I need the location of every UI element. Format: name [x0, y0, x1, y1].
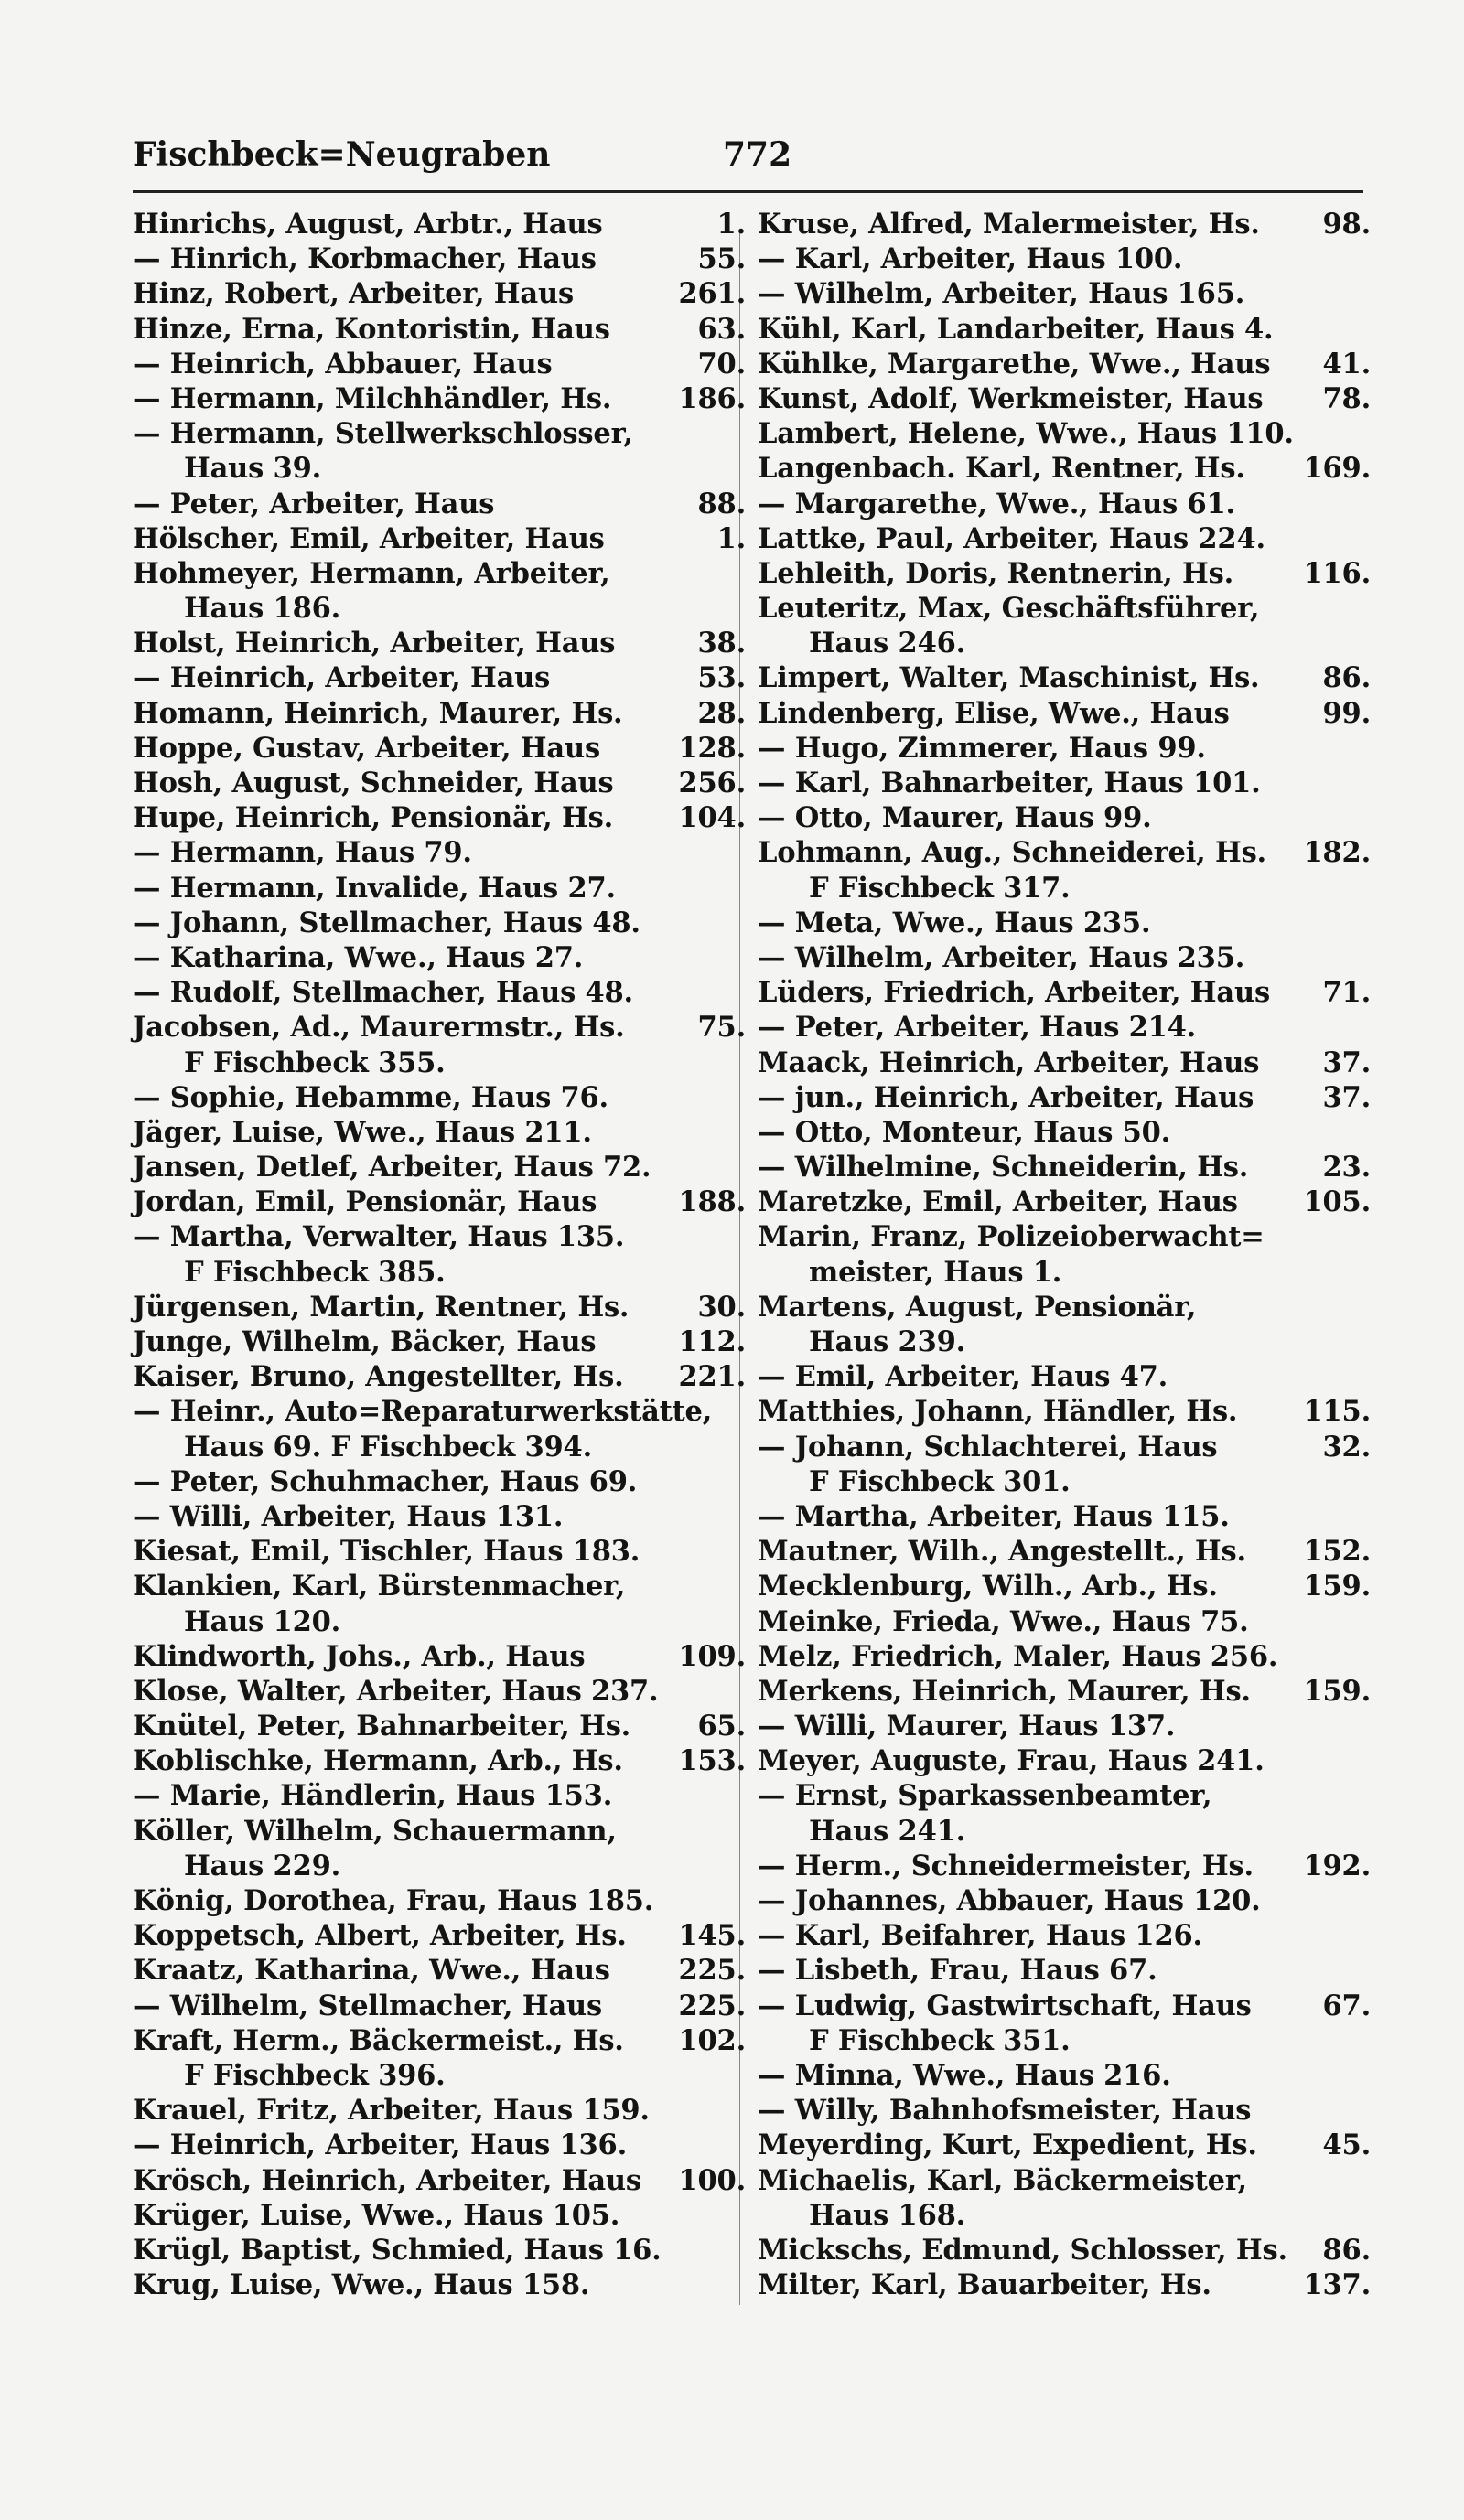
- entry-text: Jansen, Detlef, Arbeiter, Haus 72.: [133, 1151, 651, 1185]
- directory-entry-line: [758, 2198, 1371, 2233]
- directory-entry-line: [133, 835, 746, 870]
- directory-entry-line: [133, 416, 746, 451]
- entry-text: Krügl, Baptist, Schmied, Haus 16.: [133, 2233, 662, 2267]
- entry-house-number: 261.: [678, 277, 746, 311]
- entry-text: Junge, Wilhelm, Bäcker, Haus: [133, 1325, 597, 1358]
- entry-text: — Sophie, Hebamme, Haus 76.: [133, 1080, 608, 1114]
- directory-entry-line: [758, 1743, 1371, 1778]
- directory-entry-line: [758, 835, 1371, 870]
- entry-text: Jacobsen, Ad., Maurermstr., Hs.: [133, 1011, 625, 1045]
- entry-house-number: 221.: [678, 1360, 746, 1394]
- entry-text: F Fischbeck 385.: [184, 1255, 446, 1289]
- entry-house-number: 99.: [1322, 696, 1371, 730]
- directory-entry-line: [758, 1534, 1371, 1569]
- entry-text: F Fischbeck 301.: [809, 1464, 1071, 1498]
- directory-entry-line: [133, 1499, 746, 1534]
- directory-entry-line: [133, 1534, 746, 1569]
- entry-text: Leuteritz, Max, Geschäftsführer,: [758, 592, 1260, 626]
- directory-entry-line: [133, 1639, 746, 1674]
- directory-entry-line: [758, 207, 1371, 241]
- directory-entry-line: [758, 1709, 1371, 1743]
- entry-house-number: 53.: [697, 661, 746, 695]
- entry-text: — Heinr., Auto=Reparaturwerkstätte,: [133, 1395, 713, 1429]
- entry-text: F Fischbeck 351.: [809, 2023, 1071, 2057]
- entry-text: Haus 241.: [809, 1814, 966, 1848]
- entry-text: Hosh, August, Schneider, Haus: [133, 767, 614, 799]
- directory-entry-line: [758, 1918, 1371, 1953]
- entry-house-number: 1.: [716, 521, 746, 555]
- directory-entry-line: [758, 1604, 1371, 1639]
- entry-house-number: 70.: [697, 347, 746, 381]
- entry-text: Krauel, Fritz, Arbeiter, Haus 159.: [133, 2094, 650, 2128]
- directory-entry-line: [133, 660, 746, 695]
- entry-house-number: 112.: [678, 1325, 746, 1358]
- directory-entry-line: [133, 1814, 746, 1849]
- entry-text: Martens, August, Pensionär,: [758, 1290, 1197, 1324]
- entry-text: F Fischbeck 317.: [809, 871, 1071, 905]
- entry-text: Michaelis, Karl, Bäckermeister,: [758, 2163, 1247, 2197]
- directory-entry-line: [133, 591, 746, 626]
- directory-entry-line: [133, 2163, 746, 2198]
- entry-text: — Willi, Arbeiter, Haus 131.: [133, 1499, 564, 1533]
- entry-text: — Wilhelm, Arbeiter, Haus 165.: [758, 277, 1245, 311]
- directory-entry-line: [133, 1324, 746, 1359]
- entry-house-number: 55.: [697, 242, 746, 276]
- entry-text: Marin, Franz, Polizeioberwacht=: [758, 1220, 1265, 1254]
- entry-house-number: 67.: [1322, 1989, 1371, 2022]
- directory-entry-line: [133, 1255, 746, 1290]
- directory-entry-line: [758, 1046, 1371, 1080]
- directory-entry-line: [758, 1010, 1371, 1045]
- entry-house-number: 37.: [1322, 1080, 1371, 1114]
- directory-entry-line: [758, 241, 1371, 276]
- directory-entry-line: [758, 1359, 1371, 1394]
- entry-house-number: 256.: [678, 767, 746, 799]
- directory-entry-line: [758, 1674, 1371, 1709]
- directory-entry-line: [133, 207, 746, 241]
- entry-text: — Emil, Arbeiter, Haus 47.: [758, 1360, 1168, 1394]
- directory-entry-line: [758, 1430, 1371, 1464]
- entry-text: Krüger, Luise, Wwe., Haus 105.: [133, 2198, 620, 2232]
- entry-text: — Margarethe, Wwe., Haus 61.: [758, 487, 1235, 520]
- entry-text: Lohmann, Aug., Schneiderei, Hs.: [758, 836, 1266, 870]
- entry-text: — Karl, Bahnarbeiter, Haus 101.: [758, 767, 1261, 799]
- directory-entry-line: [133, 347, 746, 381]
- directory-entry-line: [133, 1010, 746, 1045]
- directory-entry-line: [133, 1185, 746, 1219]
- entry-text: — Wilhelm, Arbeiter, Haus 235.: [758, 940, 1245, 974]
- entry-text: Lüders, Friedrich, Arbeiter, Haus: [758, 976, 1270, 1010]
- entry-text: — Ludwig, Gastwirtschaft, Haus: [758, 1989, 1252, 2022]
- entry-house-number: 78.: [1322, 381, 1371, 415]
- directory-entry-line: [758, 696, 1371, 731]
- directory-entry-line: [758, 381, 1371, 416]
- entry-text: — Meta, Wwe., Haus 235.: [758, 906, 1151, 939]
- directory-entry-line: [133, 1918, 746, 1953]
- directory-entry-line: [133, 2198, 746, 2233]
- directory-entry-line: [133, 381, 746, 416]
- entry-text: — Hugo, Zimmerer, Haus 99.: [758, 731, 1206, 765]
- directory-entry-line: [133, 1219, 746, 1254]
- directory-entry-line: [133, 241, 746, 276]
- entry-house-number: 41.: [1322, 347, 1371, 381]
- entry-house-number: 63.: [697, 312, 746, 346]
- entry-house-number: 159.: [1303, 1674, 1371, 1708]
- entry-house-number: 109.: [678, 1639, 746, 1673]
- directory-entry-line: [133, 975, 746, 1010]
- entry-text: — Otto, Monteur, Haus 50.: [758, 1115, 1171, 1149]
- entry-text: — Herm., Schneidermeister, Hs.: [758, 1849, 1254, 1882]
- entry-text: Lindenberg, Elise, Wwe., Haus: [758, 696, 1230, 730]
- directory-entry-line: [758, 2163, 1371, 2198]
- entry-house-number: 152.: [1303, 1535, 1371, 1569]
- entry-house-number: 45.: [1322, 2129, 1371, 2162]
- page-header: [133, 128, 1368, 183]
- directory-entry-line: [758, 487, 1371, 521]
- entry-text: Klose, Walter, Arbeiter, Haus 237.: [133, 1674, 659, 1708]
- entry-house-number: 30.: [697, 1290, 746, 1324]
- directory-entry-line: [133, 871, 746, 906]
- entry-text: Milter, Karl, Bauarbeiter, Hs.: [758, 2268, 1211, 2302]
- directory-entry-line: [758, 591, 1371, 626]
- entry-text: Hölscher, Emil, Arbeiter, Haus: [133, 521, 605, 555]
- entry-text: — Willi, Maurer, Haus 137.: [758, 1710, 1176, 1743]
- entry-house-number: 28.: [697, 696, 746, 730]
- directory-entry-line: [758, 1639, 1371, 1674]
- directory-entry-line: [758, 1778, 1371, 1813]
- directory-entry-line: [133, 2093, 746, 2128]
- entry-house-number: 38.: [697, 627, 746, 660]
- entry-text: Mautner, Wilh., Angestellt., Hs.: [758, 1535, 1246, 1569]
- entry-text: — Minna, Wwe., Haus 216.: [758, 2058, 1171, 2092]
- directory-entry-line: [758, 276, 1371, 311]
- directory-entry-line: [133, 906, 746, 940]
- entry-text: Limpert, Walter, Maschinist, Hs.: [758, 661, 1260, 695]
- directory-entry-line: [758, 1080, 1371, 1115]
- entry-text: F Fischbeck 355.: [184, 1046, 446, 1079]
- entry-house-number: 192.: [1303, 1849, 1371, 1882]
- directory-entry-line: [133, 2023, 746, 2058]
- entry-text: — Johann, Schlachterei, Haus: [758, 1430, 1218, 1464]
- entry-house-number: 98.: [1322, 208, 1371, 241]
- directory-entry-line: [758, 1255, 1371, 1290]
- entry-text: Kraatz, Katharina, Wwe., Haus: [133, 1954, 610, 1988]
- entry-text: Krug, Luise, Wwe., Haus 158.: [133, 2268, 590, 2302]
- entry-text: Haus 69. F Fischbeck 394.: [184, 1430, 592, 1464]
- entry-text: Mecklenburg, Wilh., Arb., Hs.: [758, 1570, 1218, 1603]
- directory-entry-line: [133, 940, 746, 975]
- entry-text: — Hinrich, Korbmacher, Haus: [133, 242, 597, 276]
- entry-text: — Peter, Schuhmacher, Haus 69.: [133, 1464, 638, 1498]
- entry-text: Lattke, Paul, Arbeiter, Haus 224.: [758, 521, 1265, 555]
- directory-entry-line: [758, 2128, 1371, 2162]
- entry-text: — Wilhelm, Stellmacher, Haus: [133, 1989, 602, 2022]
- page-number: 772: [723, 135, 792, 174]
- entry-text: Hohmeyer, Hermann, Arbeiter,: [133, 556, 610, 590]
- entry-text: — Peter, Arbeiter, Haus: [133, 487, 495, 520]
- directory-entry-line: [758, 1185, 1371, 1219]
- entry-text: Jordan, Emil, Pensionär, Haus: [133, 1185, 597, 1219]
- entry-text: Hoppe, Gustav, Arbeiter, Haus: [133, 731, 600, 765]
- directory-entry-line: [133, 1290, 746, 1324]
- directory-entry-line: [758, 1569, 1371, 1603]
- entry-text: — Martha, Verwalter, Haus 135.: [133, 1220, 625, 1254]
- entry-text: Kiesat, Emil, Tischler, Haus 183.: [133, 1535, 640, 1569]
- entry-house-number: 182.: [1303, 836, 1371, 870]
- entry-text: — Marie, Händlerin, Haus 153.: [133, 1779, 613, 1813]
- entry-text: Maack, Heinrich, Arbeiter, Haus: [758, 1046, 1260, 1079]
- right-column: [758, 207, 1371, 2302]
- entry-text: — Katharina, Wwe., Haus 27.: [133, 940, 584, 974]
- directory-entry-line: [758, 731, 1371, 766]
- directory-entry-line: [758, 416, 1371, 451]
- entry-text: Meyerding, Kurt, Expedient, Hs.: [758, 2129, 1257, 2162]
- entry-house-number: 225.: [678, 1954, 746, 1988]
- directory-entry-line: [758, 800, 1371, 835]
- entry-text: Haus 120.: [184, 1604, 341, 1638]
- entry-text: Kühlke, Margarethe, Wwe., Haus: [758, 347, 1271, 381]
- header-rule-thick: [133, 190, 1363, 193]
- directory-entry-line: [133, 1778, 746, 1813]
- directory-entry-line: [758, 556, 1371, 591]
- entry-text: — Heinrich, Abbauer, Haus: [133, 347, 553, 381]
- directory-entry-line: [133, 800, 746, 835]
- directory-entry-line: [133, 1115, 746, 1150]
- entry-text: Merkens, Heinrich, Maurer, Hs.: [758, 1674, 1251, 1708]
- directory-entry-line: [758, 1989, 1371, 2023]
- entry-text: — Martha, Arbeiter, Haus 115.: [758, 1499, 1230, 1533]
- directory-entry-line: [133, 1883, 746, 1918]
- directory-entry-line: [758, 2023, 1371, 2058]
- entry-house-number: 71.: [1322, 976, 1371, 1010]
- directory-entry-line: [133, 1569, 746, 1603]
- entry-text: — Johannes, Abbauer, Haus 120.: [758, 1884, 1261, 1917]
- entry-text: — Hermann, Milchhändler, Hs.: [133, 381, 612, 415]
- directory-entry-line: [133, 451, 746, 486]
- directory-entry-line: [758, 451, 1371, 486]
- entry-house-number: 128.: [678, 731, 746, 765]
- entry-text: Homann, Heinrich, Maurer, Hs.: [133, 696, 623, 730]
- entry-house-number: 88.: [697, 487, 746, 520]
- entry-text: Lehleith, Doris, Rentnerin, Hs.: [758, 556, 1234, 590]
- header-place: Fischbeck=Neugraben: [133, 135, 551, 174]
- directory-entry-line: [758, 2268, 1371, 2302]
- entry-text: Köller, Wilhelm, Schauermann,: [133, 1814, 617, 1848]
- entry-house-number: 1.: [716, 208, 746, 241]
- entry-text: Kruse, Alfred, Malermeister, Hs.: [758, 208, 1260, 241]
- entry-house-number: 105.: [1303, 1185, 1371, 1219]
- entry-text: Haus 239.: [809, 1325, 966, 1358]
- entry-text: — Hermann, Invalide, Haus 27.: [133, 871, 616, 905]
- entry-text: Koblischke, Hermann, Arb., Hs.: [133, 1744, 623, 1778]
- entry-text: Holst, Heinrich, Arbeiter, Haus: [133, 627, 616, 660]
- directory-entry-line: [758, 1953, 1371, 1988]
- directory-entry-line: [133, 1359, 746, 1394]
- entry-text: Matthies, Johann, Händler, Hs.: [758, 1395, 1238, 1429]
- entry-text: — Rudolf, Stellmacher, Haus 48.: [133, 976, 633, 1010]
- entry-house-number: 65.: [697, 1710, 746, 1743]
- entry-text: — Hermann, Stellwerkschlosser,: [133, 417, 633, 451]
- directory-entry-line: [758, 1499, 1371, 1534]
- entry-text: — Peter, Arbeiter, Haus 214.: [758, 1011, 1197, 1045]
- directory-entry-line: [133, 1430, 746, 1464]
- directory-entry-line: [758, 1464, 1371, 1499]
- directory-entry-line: [133, 1743, 746, 1778]
- entry-text: meister, Haus 1.: [809, 1255, 1062, 1289]
- directory-entry-line: [758, 1115, 1371, 1150]
- directory-entry-line: [133, 2268, 746, 2302]
- entry-text: Haus 246.: [809, 627, 966, 660]
- directory-entry-line: [133, 1150, 746, 1185]
- directory-entry-line: [758, 312, 1371, 347]
- entry-text: — Karl, Beifahrer, Haus 126.: [758, 1919, 1202, 1953]
- entry-text: Lambert, Helene, Wwe., Haus 110.: [758, 417, 1294, 451]
- directory-entry-line: [133, 731, 746, 766]
- entry-text: Klankien, Karl, Bürstenmacher,: [133, 1570, 626, 1603]
- entry-text: Hinze, Erna, Kontoristin, Haus: [133, 312, 610, 346]
- entry-text: — Lisbeth, Frau, Haus 67.: [758, 1954, 1157, 1988]
- directory-entry-line: [758, 2233, 1371, 2268]
- directory-entry-line: [758, 1150, 1371, 1185]
- entry-house-number: 23.: [1322, 1151, 1371, 1185]
- directory-entry-line: [133, 521, 746, 556]
- directory-entry-line: [758, 940, 1371, 975]
- directory-entry-line: [133, 2233, 746, 2268]
- directory-entry-line: [133, 1604, 746, 1639]
- directory-entry-line: [133, 2058, 746, 2093]
- directory-entry-line: [758, 521, 1371, 556]
- entry-text: Haus 229.: [184, 1849, 341, 1882]
- directory-entry-line: [758, 1324, 1371, 1359]
- entry-text: Hinz, Robert, Arbeiter, Haus: [133, 277, 574, 311]
- entry-text: Hupe, Heinrich, Pensionär, Hs.: [133, 801, 614, 835]
- entry-text: König, Dorothea, Frau, Haus 185.: [133, 1884, 654, 1917]
- entry-text: Melz, Friedrich, Maler, Haus 256.: [758, 1639, 1278, 1673]
- entry-house-number: 32.: [1322, 1430, 1371, 1464]
- directory-entry-line: [133, 1080, 746, 1115]
- entry-house-number: 115.: [1303, 1395, 1371, 1429]
- left-column: [133, 207, 746, 2302]
- entry-text: Meyer, Auguste, Frau, Haus 241.: [758, 1744, 1265, 1778]
- entry-text: Haus 186.: [184, 592, 341, 626]
- entry-text: — Wilhelmine, Schneiderin, Hs.: [758, 1151, 1249, 1185]
- entry-text: — Heinrich, Arbeiter, Haus 136.: [133, 2129, 628, 2162]
- directory-entry-line: [133, 1849, 746, 1883]
- entry-house-number: 188.: [678, 1185, 746, 1219]
- entry-text: — Johann, Stellmacher, Haus 48.: [133, 906, 640, 939]
- directory-entry-line: [758, 2093, 1371, 2128]
- entry-house-number: 37.: [1322, 1046, 1371, 1079]
- entry-text: — Ernst, Sparkassenbeamter,: [758, 1779, 1212, 1813]
- directory-entry-line: [133, 696, 746, 731]
- entry-house-number: 116.: [1303, 556, 1371, 590]
- directory-entry-line: [758, 1290, 1371, 1324]
- directory-entry-line: [758, 1394, 1371, 1429]
- directory-entry-line: [758, 975, 1371, 1010]
- directory-entry-line: [133, 556, 746, 591]
- entry-text: Kunst, Adolf, Werkmeister, Haus: [758, 381, 1264, 415]
- entry-text: — Hermann, Haus 79.: [133, 836, 472, 870]
- directory-entry-line: [758, 347, 1371, 381]
- entry-house-number: 100.: [678, 2163, 746, 2197]
- entry-house-number: 225.: [678, 1989, 746, 2022]
- directory-entry-line: [758, 1219, 1371, 1254]
- directory-entry-line: [758, 871, 1371, 906]
- directory-entry-line: [758, 626, 1371, 660]
- directory-entry-line: [133, 2128, 746, 2162]
- entry-text: Maretzke, Emil, Arbeiter, Haus: [758, 1185, 1238, 1219]
- entry-text: Meinke, Frieda, Wwe., Haus 75.: [758, 1604, 1249, 1638]
- entry-text: Krösch, Heinrich, Arbeiter, Haus: [133, 2163, 641, 2197]
- entry-house-number: 102.: [678, 2023, 746, 2057]
- directory-entry-line: [133, 487, 746, 521]
- directory-entry-line: [758, 1814, 1371, 1849]
- directory-entry-line: [133, 276, 746, 311]
- directory-entry-line: [758, 2058, 1371, 2093]
- directory-entry-line: [133, 1674, 746, 1709]
- entry-house-number: 86.: [1322, 2233, 1371, 2267]
- directory-entry-line: [133, 1464, 746, 1499]
- entry-text: Knütel, Peter, Bahnarbeiter, Hs.: [133, 1710, 631, 1743]
- entry-text: F Fischbeck 396.: [184, 2058, 446, 2092]
- directory-entry-line: [133, 1709, 746, 1743]
- directory-entry-line: [133, 1046, 746, 1080]
- entry-text: Haus 168.: [809, 2198, 966, 2232]
- directory-entry-line: [133, 1989, 746, 2023]
- entry-house-number: 153.: [678, 1744, 746, 1778]
- entry-house-number: 86.: [1322, 661, 1371, 695]
- entry-text: Langenbach. Karl, Rentner, Hs.: [758, 452, 1245, 486]
- directory-entry-line: [133, 312, 746, 347]
- entry-text: — Otto, Maurer, Haus 99.: [758, 801, 1152, 835]
- directory-entry-line: [758, 1849, 1371, 1883]
- entry-house-number: 104.: [678, 801, 746, 835]
- directory-entry-line: [758, 906, 1371, 940]
- entry-text: — Willy, Bahnhofsmeister, Haus: [758, 2094, 1252, 2128]
- directory-entry-line: [133, 1953, 746, 1988]
- directory-entry-line: [758, 1883, 1371, 1918]
- entry-text: Koppetsch, Albert, Arbeiter, Hs.: [133, 1919, 627, 1953]
- entry-text: Kaiser, Bruno, Angestellter, Hs.: [133, 1360, 624, 1394]
- entry-text: Jäger, Luise, Wwe., Haus 211.: [133, 1115, 592, 1149]
- directory-entry-line: [133, 766, 746, 800]
- entry-house-number: 145.: [678, 1919, 746, 1953]
- entry-house-number: 169.: [1303, 452, 1371, 486]
- directory-entry-line: [758, 660, 1371, 695]
- directory-entry-line: [758, 766, 1371, 800]
- entry-text: Mickschs, Edmund, Schlosser, Hs.: [758, 2233, 1287, 2267]
- entry-house-number: 137.: [1303, 2268, 1371, 2302]
- entry-text: Kraft, Herm., Bäckermeist., Hs.: [133, 2023, 624, 2057]
- entry-house-number: 159.: [1303, 1570, 1371, 1603]
- entry-text: — jun., Heinrich, Arbeiter, Haus: [758, 1080, 1254, 1114]
- entry-text: — Karl, Arbeiter, Haus 100.: [758, 242, 1183, 276]
- entry-text: Hinrichs, August, Arbtr., Haus: [133, 208, 603, 241]
- entry-text: — Heinrich, Arbeiter, Haus: [133, 661, 551, 695]
- entry-text: Kühl, Karl, Landarbeiter, Haus 4.: [758, 312, 1274, 346]
- entry-text: Klindworth, Johs., Arb., Haus: [133, 1639, 586, 1673]
- directory-entry-line: [133, 1394, 746, 1429]
- entry-text: Haus 39.: [184, 452, 322, 486]
- directory-entry-line: [133, 626, 746, 660]
- entry-text: Jürgensen, Martin, Rentner, Hs.: [133, 1290, 630, 1324]
- entry-house-number: 75.: [697, 1011, 746, 1045]
- entry-house-number: 186.: [678, 381, 746, 415]
